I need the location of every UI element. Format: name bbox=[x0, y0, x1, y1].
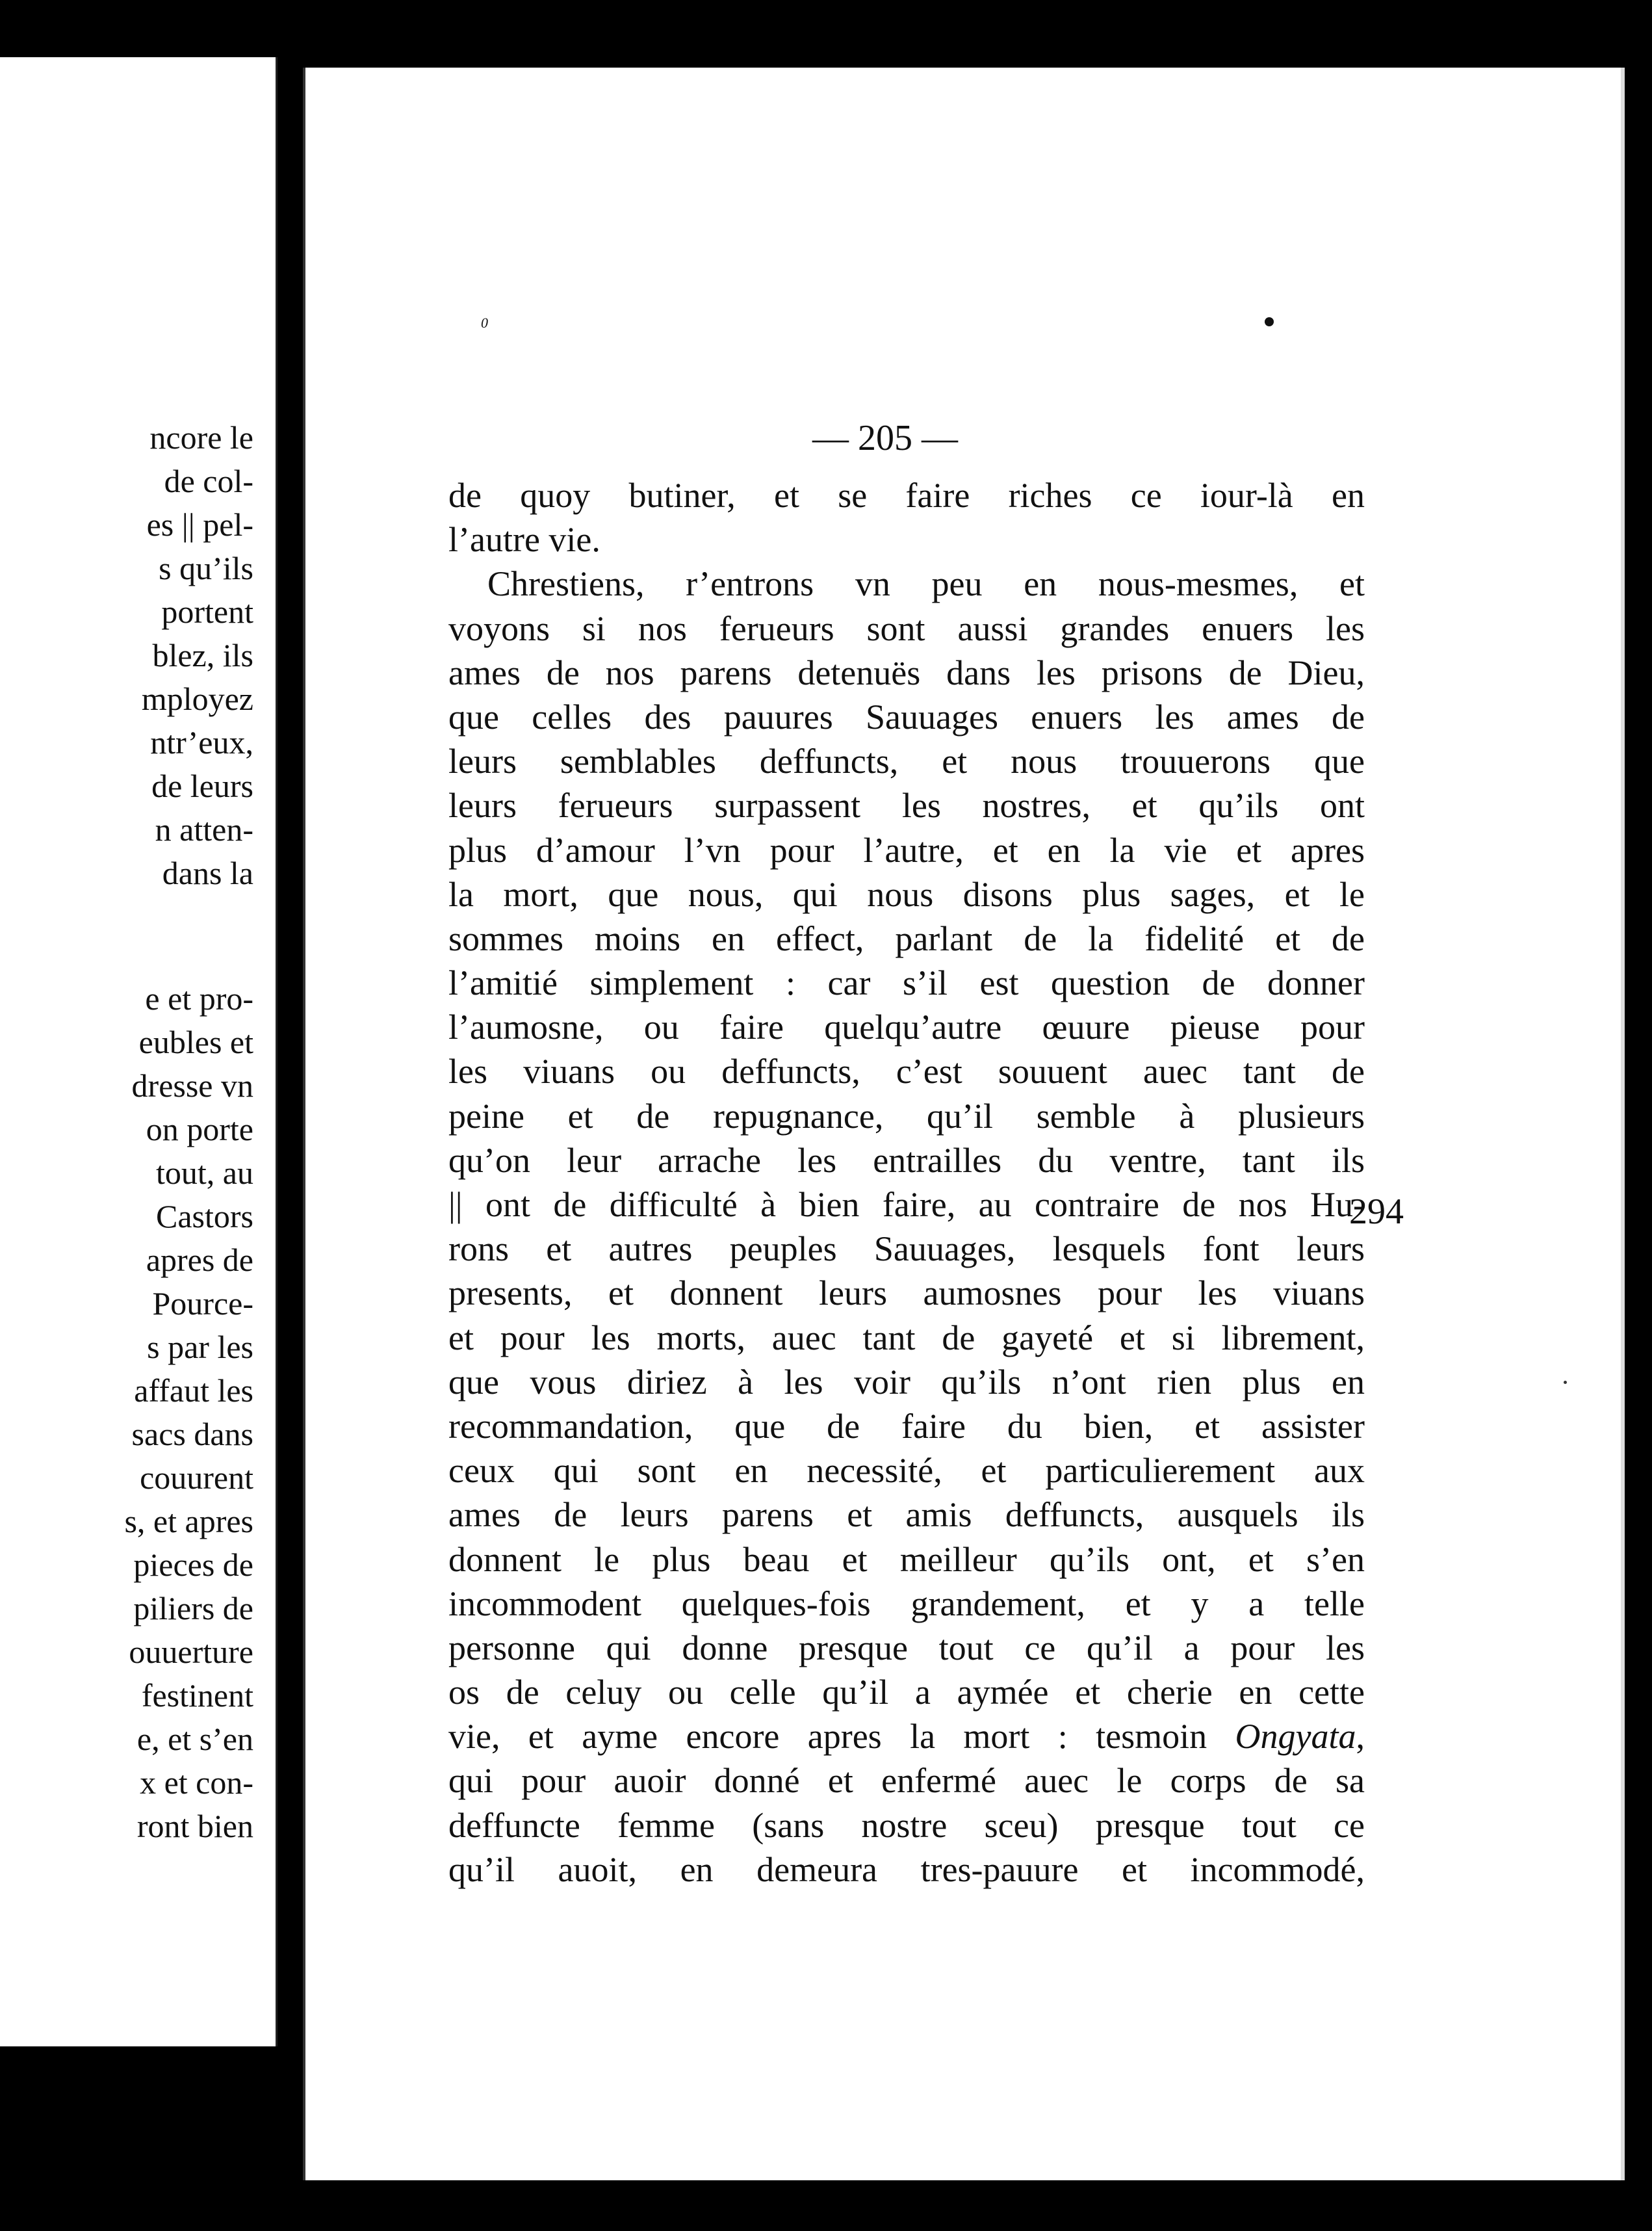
text-line: l’autre vie. bbox=[448, 520, 600, 560]
text-line: et pour les morts, auec tant de gayeté et si librement, bbox=[448, 1318, 1365, 1357]
left-page-line: mployez bbox=[141, 681, 253, 717]
text-line: rons et autres peuples Sauuages, lesquels font leurs bbox=[448, 1229, 1365, 1269]
left-page-line: tout, au bbox=[156, 1155, 253, 1191]
text-line: ceux qui sont en necessité, et particulierement aux bbox=[448, 1451, 1365, 1491]
ink-dot-small bbox=[1564, 1381, 1567, 1384]
right-page bbox=[303, 68, 1625, 2180]
left-page-line: de col- bbox=[164, 463, 253, 499]
text-line: incommodent quelques-fois grandement, et y a telle bbox=[448, 1584, 1365, 1623]
left-page-line: es || pel- bbox=[146, 506, 253, 543]
text-line: || ont de difficulté à bien faire, au contraire de nos Hu- bbox=[448, 1185, 1365, 1224]
left-page-line: e et pro- bbox=[145, 980, 253, 1017]
left-page-line: eubles et bbox=[138, 1024, 253, 1060]
left-page-line: piliers de bbox=[133, 1590, 253, 1626]
left-page-line: apres de bbox=[146, 1242, 253, 1278]
left-page-line: x et con- bbox=[140, 1764, 253, 1801]
marginal-page-reference: 294 bbox=[1349, 1192, 1404, 1232]
text-line: presents, et donnent leurs aumosnes pour les viuans bbox=[448, 1273, 1365, 1313]
left-page-line: dresse vn bbox=[131, 1067, 253, 1104]
left-page-line: blez, ils bbox=[152, 637, 253, 673]
text-line: recommandation, que de faire du bien, et assister bbox=[448, 1406, 1365, 1446]
ink-speck: 0 bbox=[481, 315, 488, 331]
left-page-line: on porte bbox=[146, 1111, 253, 1147]
text-line: personne qui donne presque tout ce qu’il a pour les bbox=[448, 1628, 1365, 1667]
text-line: ames de leurs parens et amis deffuncts, ausquels ils bbox=[448, 1495, 1365, 1535]
left-page-line: ntr’eux, bbox=[150, 724, 253, 761]
text-line: vie, et ayme encore apres la mort : tesmoin Ongyata, bbox=[448, 1717, 1365, 1756]
left-page-line: n atten- bbox=[155, 811, 253, 848]
text-line: deffuncte femme (sans nostre sceu) presque tout ce bbox=[448, 1805, 1365, 1845]
text-line: que vous diriez à les voir qu’ils n’ont rien plus en bbox=[448, 1362, 1365, 1402]
left-page-line: pieces de bbox=[133, 1546, 253, 1583]
page-edge bbox=[1621, 68, 1625, 2180]
left-page-text-block-2 bbox=[124, 977, 253, 1848]
body-text bbox=[448, 473, 1365, 1892]
left-page-line: ncore le bbox=[149, 419, 253, 456]
left-page-line: dans la bbox=[162, 855, 253, 891]
left-page-line: couurent bbox=[140, 1459, 253, 1496]
text-line: la mort, que nous, qui nous disons plus sages, et le bbox=[448, 874, 1365, 914]
text-line: ames de nos parens detenuës dans les prisons de Dieu, bbox=[448, 653, 1365, 692]
left-page-line: portent bbox=[161, 594, 253, 630]
text-line: de quoy butiner, et se faire riches ce iour-là en bbox=[448, 476, 1365, 515]
text-line: qu’on leur arrache les entrailles du ventre, tant ils bbox=[448, 1140, 1365, 1180]
text-line: sommes moins en effect, parlant de la fidelité et de bbox=[448, 919, 1365, 958]
text-line: l’aumosne, ou faire quelqu’autre œuure pieuse pour bbox=[448, 1008, 1365, 1047]
text-line: les viuans ou deffuncts, c’est souuent auec tant de bbox=[448, 1052, 1365, 1091]
text-line: voyons si nos ferueurs sont aussi grandes enuers les bbox=[448, 608, 1365, 648]
paragraph-2 bbox=[448, 562, 1365, 1892]
text-line: que celles des pauures Sauuages enuers les ames de bbox=[448, 697, 1365, 737]
left-page-line: sacs dans bbox=[131, 1416, 253, 1452]
proper-name: Ongyata bbox=[1235, 1717, 1356, 1756]
text-line: qui pour auoir donné et enfermé auec le corps de sa bbox=[448, 1761, 1365, 1801]
left-page-line: ront bien bbox=[136, 1808, 253, 1844]
text-line: leurs ferueurs surpassent les nostres, et qu’ils ont bbox=[448, 786, 1365, 826]
text-line: leurs semblables deffuncts, et nous trouuerons que bbox=[448, 742, 1365, 781]
left-page-line: Castors bbox=[156, 1198, 253, 1234]
text-line: Chrestiens, r’entrons vn peu en nous-mesmes, et bbox=[487, 564, 1365, 604]
left-page-line: ouuerture bbox=[129, 1634, 253, 1670]
paragraph-1 bbox=[448, 473, 1365, 562]
left-page-line: s, et apres bbox=[124, 1503, 253, 1539]
text-line: donnent le plus beau et meilleur qu’ils ont, et s’en bbox=[448, 1539, 1365, 1579]
text-line: peine et de repugnance, qu’il semble à plusieurs bbox=[448, 1096, 1365, 1136]
left-page-line: s qu’ils bbox=[159, 550, 253, 586]
text-line: os de celuy ou celle qu’il a aymée et cherie en cette bbox=[448, 1673, 1365, 1712]
text-line: l’amitié simplement : car s’il est question de donner bbox=[448, 963, 1365, 1003]
left-page-line: Pource- bbox=[152, 1285, 253, 1322]
left-page-fragment bbox=[0, 57, 277, 2046]
left-page-text-block-1 bbox=[142, 416, 253, 895]
left-page-line: de leurs bbox=[151, 768, 253, 804]
left-page-line: s par les bbox=[147, 1329, 253, 1365]
page-number: — 205 — bbox=[812, 418, 958, 458]
text-line: qu’il auoit, en demeura tres-pauure et incommodé, bbox=[448, 1849, 1365, 1889]
left-page-line: festinent bbox=[141, 1677, 253, 1714]
text-line: plus d’amour l’vn pour l’autre, et en la vie et apres bbox=[448, 830, 1365, 870]
ink-dot bbox=[1265, 317, 1274, 326]
left-page-line: e, et s’en bbox=[136, 1721, 253, 1757]
left-page-line: affaut les bbox=[134, 1372, 253, 1409]
